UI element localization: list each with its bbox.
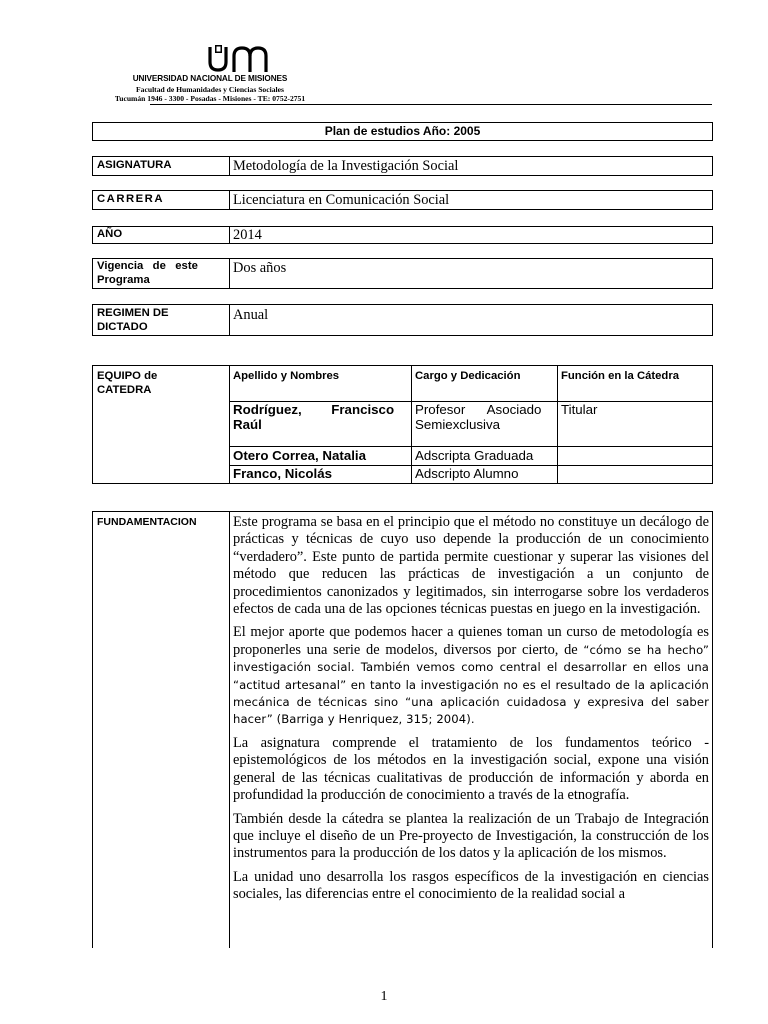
column-divider [229, 227, 230, 243]
paragraph-2 [233, 624, 709, 728]
header-rule [150, 104, 712, 105]
column-divider [229, 305, 230, 335]
asignatura-row [92, 156, 713, 176]
fundamentacion-section [92, 511, 713, 948]
column-divider [229, 259, 230, 288]
paragraph-4: También desde la cátedra se plantea la realización de un Trabajo de Integración que incluye el diseño de un Pre-proyecto de Investigación, la construcción de los instrumentos para la producción de los datos y la aplicación de los mismos. [233, 810, 709, 862]
anio-row [92, 226, 713, 244]
anio-label: AÑO [97, 228, 123, 240]
regimen-value: Anual [233, 307, 269, 323]
column-divider [229, 191, 230, 209]
member-2-name: Otero Correa, Natalia [233, 448, 367, 463]
column-divider [229, 157, 230, 175]
equipo-table [92, 365, 713, 484]
paragraph-1: Este programa se basa en el principio que el método no constituye un decálogo de prácticas y técnicas de cuyo uso depende la producción de un conocimiento “verdadero”. Este punto de partida permite cuestionar y superar las visiones del método que reducen las prácticas de investigación a un conjunto de procedimientos canonizados y legitimados, sin interrogarse sobre los verdaderos efectos de cada una de las opciones técnicas puestas en juego en la investigación. [233, 514, 709, 618]
member-2-cargo: Adscripta Graduada [415, 448, 534, 463]
member-1-name-line2: Raúl [233, 417, 262, 432]
header-funcion: Función en la Cátedra [561, 370, 680, 382]
header-cargo: Cargo y Dedicación [415, 370, 521, 382]
carrera-row [92, 190, 713, 210]
university-name: UNIVERSIDAD NACIONAL DE MISIONES [132, 74, 288, 83]
vigencia-label-line2: Programa [97, 274, 150, 286]
anio-value: 2014 [233, 227, 262, 243]
faculty-name: Facultad de Humanidades y Ciencias Sociales [136, 85, 284, 94]
equipo-label-line1: EQUIPO de [97, 370, 158, 382]
asignatura-value: Metodología de la Investigación Social [233, 158, 459, 174]
column-divider [229, 512, 230, 948]
fundamentacion-label: FUNDAMENTACION [97, 516, 197, 528]
member-1-name-line1: Rodríguez, Francisco [233, 402, 395, 417]
header-nombres: Apellido y Nombres [233, 370, 340, 382]
fundamentacion-body [233, 514, 709, 904]
page-number: 1 [380, 989, 388, 1004]
member-1-funcion: Titular [561, 402, 598, 417]
member-1-cargo-line2: Semiexclusiva [415, 417, 500, 432]
row-divider [229, 446, 712, 447]
paragraph-2-quote: “cómo se ha hecho” investigación social. También vemos como central el desarrollar en ellos una “actitud artesanal” en tanto la investigación no es el resultado de la aplicación mecánica de técnicas sino “una aplicación cuidadosa y expresiva del saber hacer” (Barriga y Henriquez, 315; 2004). [233, 642, 709, 727]
asignatura-label: ASIGNATURA [97, 159, 172, 171]
paragraph-3: La asignatura comprende el tratamiento de los fundamentos teórico - epistemológicos de los métodos en la investigación social, expone una visión general de las técnicas cualitativas de producción de información y aborda en profundidad la producción de conocimiento a través de la etnografía. [233, 734, 709, 804]
carrera-value: Licenciatura en Comunicación Social [233, 192, 450, 208]
member-3-name: Franco, Nicolás [233, 466, 333, 481]
carrera-label: CARRERA [97, 193, 164, 205]
equipo-label-line2: CATEDRA [97, 384, 152, 396]
regimen-label-line2: DICTADO [97, 321, 148, 333]
paragraph-2-serif: El mejor aporte que podemos hacer a quienes toman un curso de metodología es proponerles una serie de modelos, diversos por cierto, de [233, 624, 709, 658]
plan-title-box [92, 122, 713, 141]
paragraph-5: La unidad uno desarrolla los rasgos específicos de la investigación en ciencias sociales, las diferencias entre el conocimiento de la realidad social a [233, 868, 709, 903]
regimen-label-line1: REGIMEN DE [97, 307, 169, 319]
vigencia-value: Dos años [233, 260, 287, 276]
vigencia-row [92, 258, 713, 289]
vigencia-label-line1: Vigencia de este [97, 260, 198, 272]
university-address: Tucumán 1946 - 3300 - Posadas - Misiones - TE: 0752-2751 [114, 94, 306, 103]
member-1-cargo-line1: Profesor Asociado [415, 402, 542, 417]
member-3-cargo: Adscripto Alumno [415, 466, 519, 481]
university-logo [206, 44, 282, 74]
plan-title: Plan de estudios Año: 2005 [324, 124, 481, 138]
regimen-row [92, 304, 713, 336]
